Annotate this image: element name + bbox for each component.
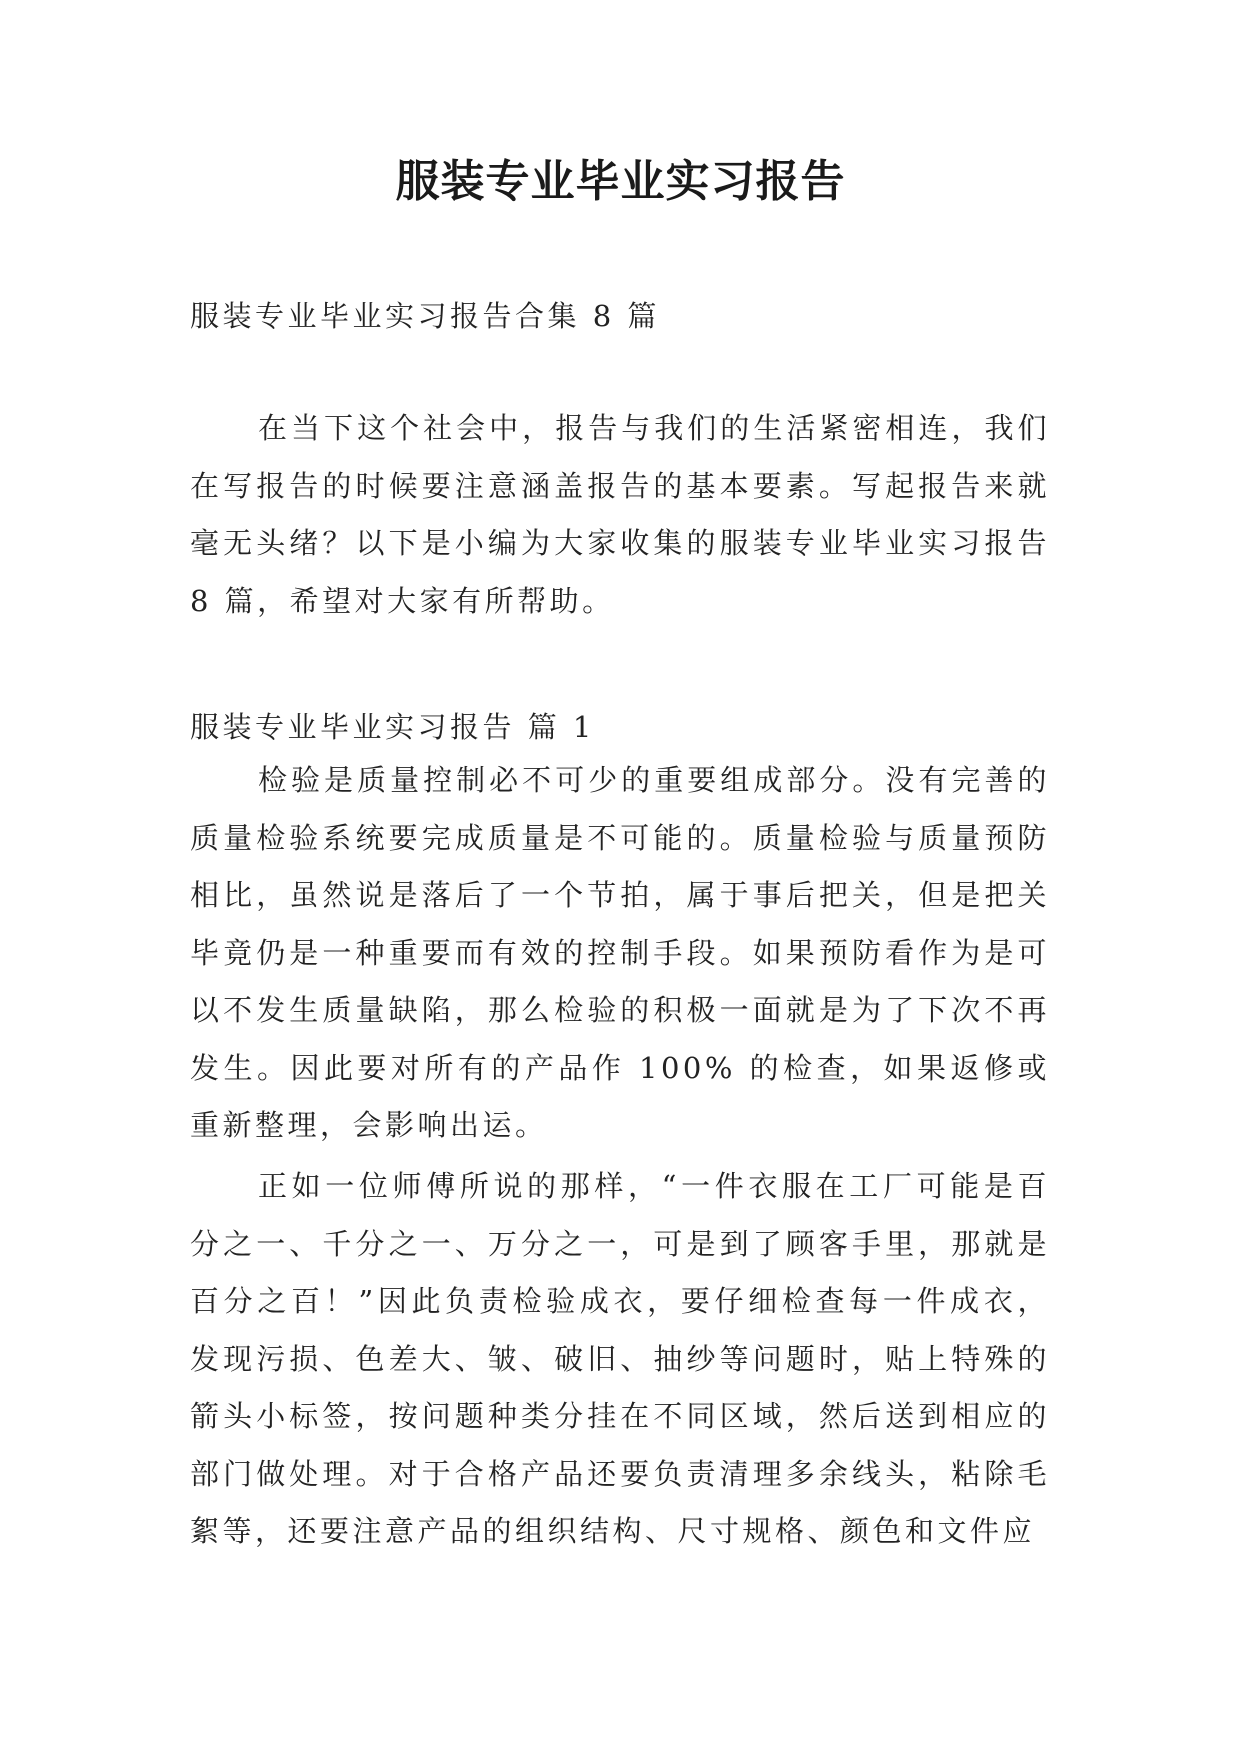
- section-heading: 服装专业毕业实习报告 篇 1: [190, 710, 595, 744]
- intro-paragraph: 在当下这个社会中，报告与我们的生活紧密相连，我们在写报告的时候要注意涵盖报告的基本要素。写起报告来就毫无头绪？以下是小编为大家收集的服装专业毕业实习报告 8 篇，希望对大家有所帮助。: [190, 411, 1050, 618]
- document-title: 服装专业毕业实习报告: [395, 156, 846, 207]
- body-paragraph: 正如一位师傅所说的那样，“一件衣服在工厂可能是百分之一、千分之一、万分之一，可是到了顾客手里，那就是百分之百！”因此负责检验成衣，要仔细检查每一件成衣，发现污损、色差大、皱、破旧、抽纱等问题时，贴上特殊的箭头小标签，按问题种类分挂在不同区域，然后送到相应的部门做处理。对于合格产品还要负责清理多余线头，粘除毛絮等，还要注意产品的组织结构、尺寸规格、颜色和文件应: [190, 1169, 1050, 1548]
- body-paragraph: 检验是质量控制必不可少的重要组成部分。没有完善的质量检验系统要完成质量是不可能的。质量检验与质量预防相比，虽然说是落后了一个节拍，属于事后把关，但是把关毕竟仍是一种重要而有效的控制手段。如果预防看作为是可以不发生质量缺陷，那么检验的积极一面就是为了下次不再发生。因此要对所有的产品作 100% 的检查，如果返修或重新整理，会影响出运。: [190, 763, 1050, 1142]
- document-subtitle: 服装专业毕业实习报告合集 8 篇: [190, 299, 660, 333]
